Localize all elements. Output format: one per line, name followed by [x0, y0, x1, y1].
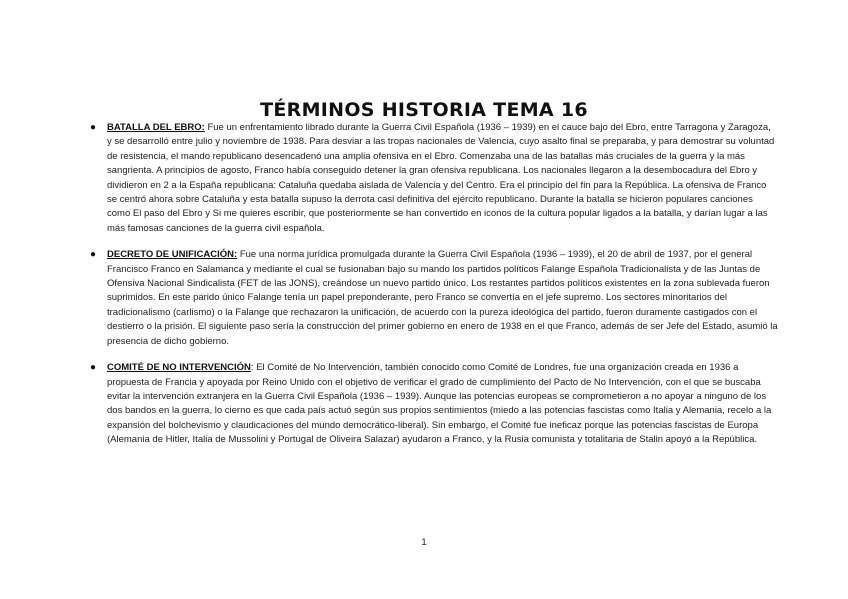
bullet-icon: ● — [90, 249, 97, 261]
terms-list — [90, 121, 778, 460]
bullet-icon: ● — [90, 362, 97, 374]
term-name: BATALLA DEL EBRO: — [107, 122, 205, 133]
term-definition: Fue una norma jurídica promulgada durante la Guerra Civil Española (1936 – 1939), el 20 de abril de 1937, por el general Francisco Franco en Salamanca y mediante el cual se fusionaban bajo su mando los partidos políticos Falange Española Tradicionalista y de las Juntas de Ofensiva Nacional Sindicalista (FET de las JONS), creándose un nuevo partido único. Los restantes partidos políticos existentes en la zona sublevada fueron suprimidos. En este parido único Falange tenía un papel preponderante, pero Franco se convertía en el jefe supremo. Los sectores minoritarios del tradicionalismo (carlismo) o la Falange que rechazaron la unificación, de acuerdo con la pureza ideológica del partido, fueron duramente castigados con el destierro o la prisión. El siguiente paso sería la construcción del primer gobierno en enero de 1938 en el que Franco, además de ser Jefe del Estado, asumió la presencia de dicho gobierno. — [107, 249, 778, 347]
page-number: 1 — [421, 537, 427, 548]
term-name: DECRETO DE UNIFICACIÓN: — [107, 249, 238, 261]
bullet-icon: ● — [90, 122, 97, 133]
term-comite-de-no-intervencion — [90, 361, 778, 447]
document-title: TÉRMINOS HISTORIA TEMA 16 — [260, 98, 588, 121]
term-batalla-del-ebro — [90, 121, 778, 236]
term-decreto-de-unificacion — [90, 248, 778, 349]
term-name: COMITÉ DE NO INTERVENCIÓN — [107, 362, 251, 374]
term-definition: Fue un enfrentamiento librado durante la Guerra Civil Española (1936 – 1939) en el cauce bajo del Ebro, entre Tarragona y Zaragoza, y se desarrolló entre julio y noviembre de 1938. Para desviar a las tropas nacionales de Valencia, cuyo asalto final se preparaba, y para demostrar su voluntad de resistencia, el mando republicano desencadenó una amplia ofensiva en el Ebro. Comenzaba una de las batallas más cruciales de la guerra y la más sangrienta. A principios de agosto, Franco había conseguido detener la gran ofensiva republicana. Los nacionales llegaron a la desembocadura del Ebro y dividieron en 2 a la España republicana: Cataluña quedaba aislada de Valencia y del Centro. Era el principio del fin para la República. La ofensiva de Franco se centró ahora sobre Cataluña y esta batalla supuso la derrota casi definitiva del ejército republicano. Durante la batalla se hicieron populares canciones como El paso del Ebro y Si me quieres escribir, que posteriormente se han convertido en iconos de la cultura popular ligados a la batalla, y darían lugar a las más famosas canciones de la guerra civil española. — [107, 122, 775, 234]
term-definition: : El Comité de No Intervención, también conocido como Comité de Londres, fue una organización creada en 1936 a propuesta de Francia y apoyada por Reino Unido con el objetivo de verificar el grado de cumplimiento del Pacto de No Intervención, con el que se buscaba evitar la intervención extranjera en la Guerra Civil Española (1936 – 1939). Aunque las potencias europeas se comprometieron a no apoyar a ninguno de los dos bandos en la guerra, lo cierno es que cada país actuó según sus propios sentimientos (miedo a las potencias fascistas como Italia y Alemania, recelo a la expansión del bolchevismo y claudicaciones del mundo democrático-liberal). Sin embargo, el Comité fue ineficaz porque las potencias fascistas de Europa (Alemania de Hitler, Italia de Mussolini y Portugal de Oliveira Salazar) ayudaron a Franco, y la Rusia comunista y totalitaria de Stalin apoyó a la República. — [107, 362, 772, 446]
